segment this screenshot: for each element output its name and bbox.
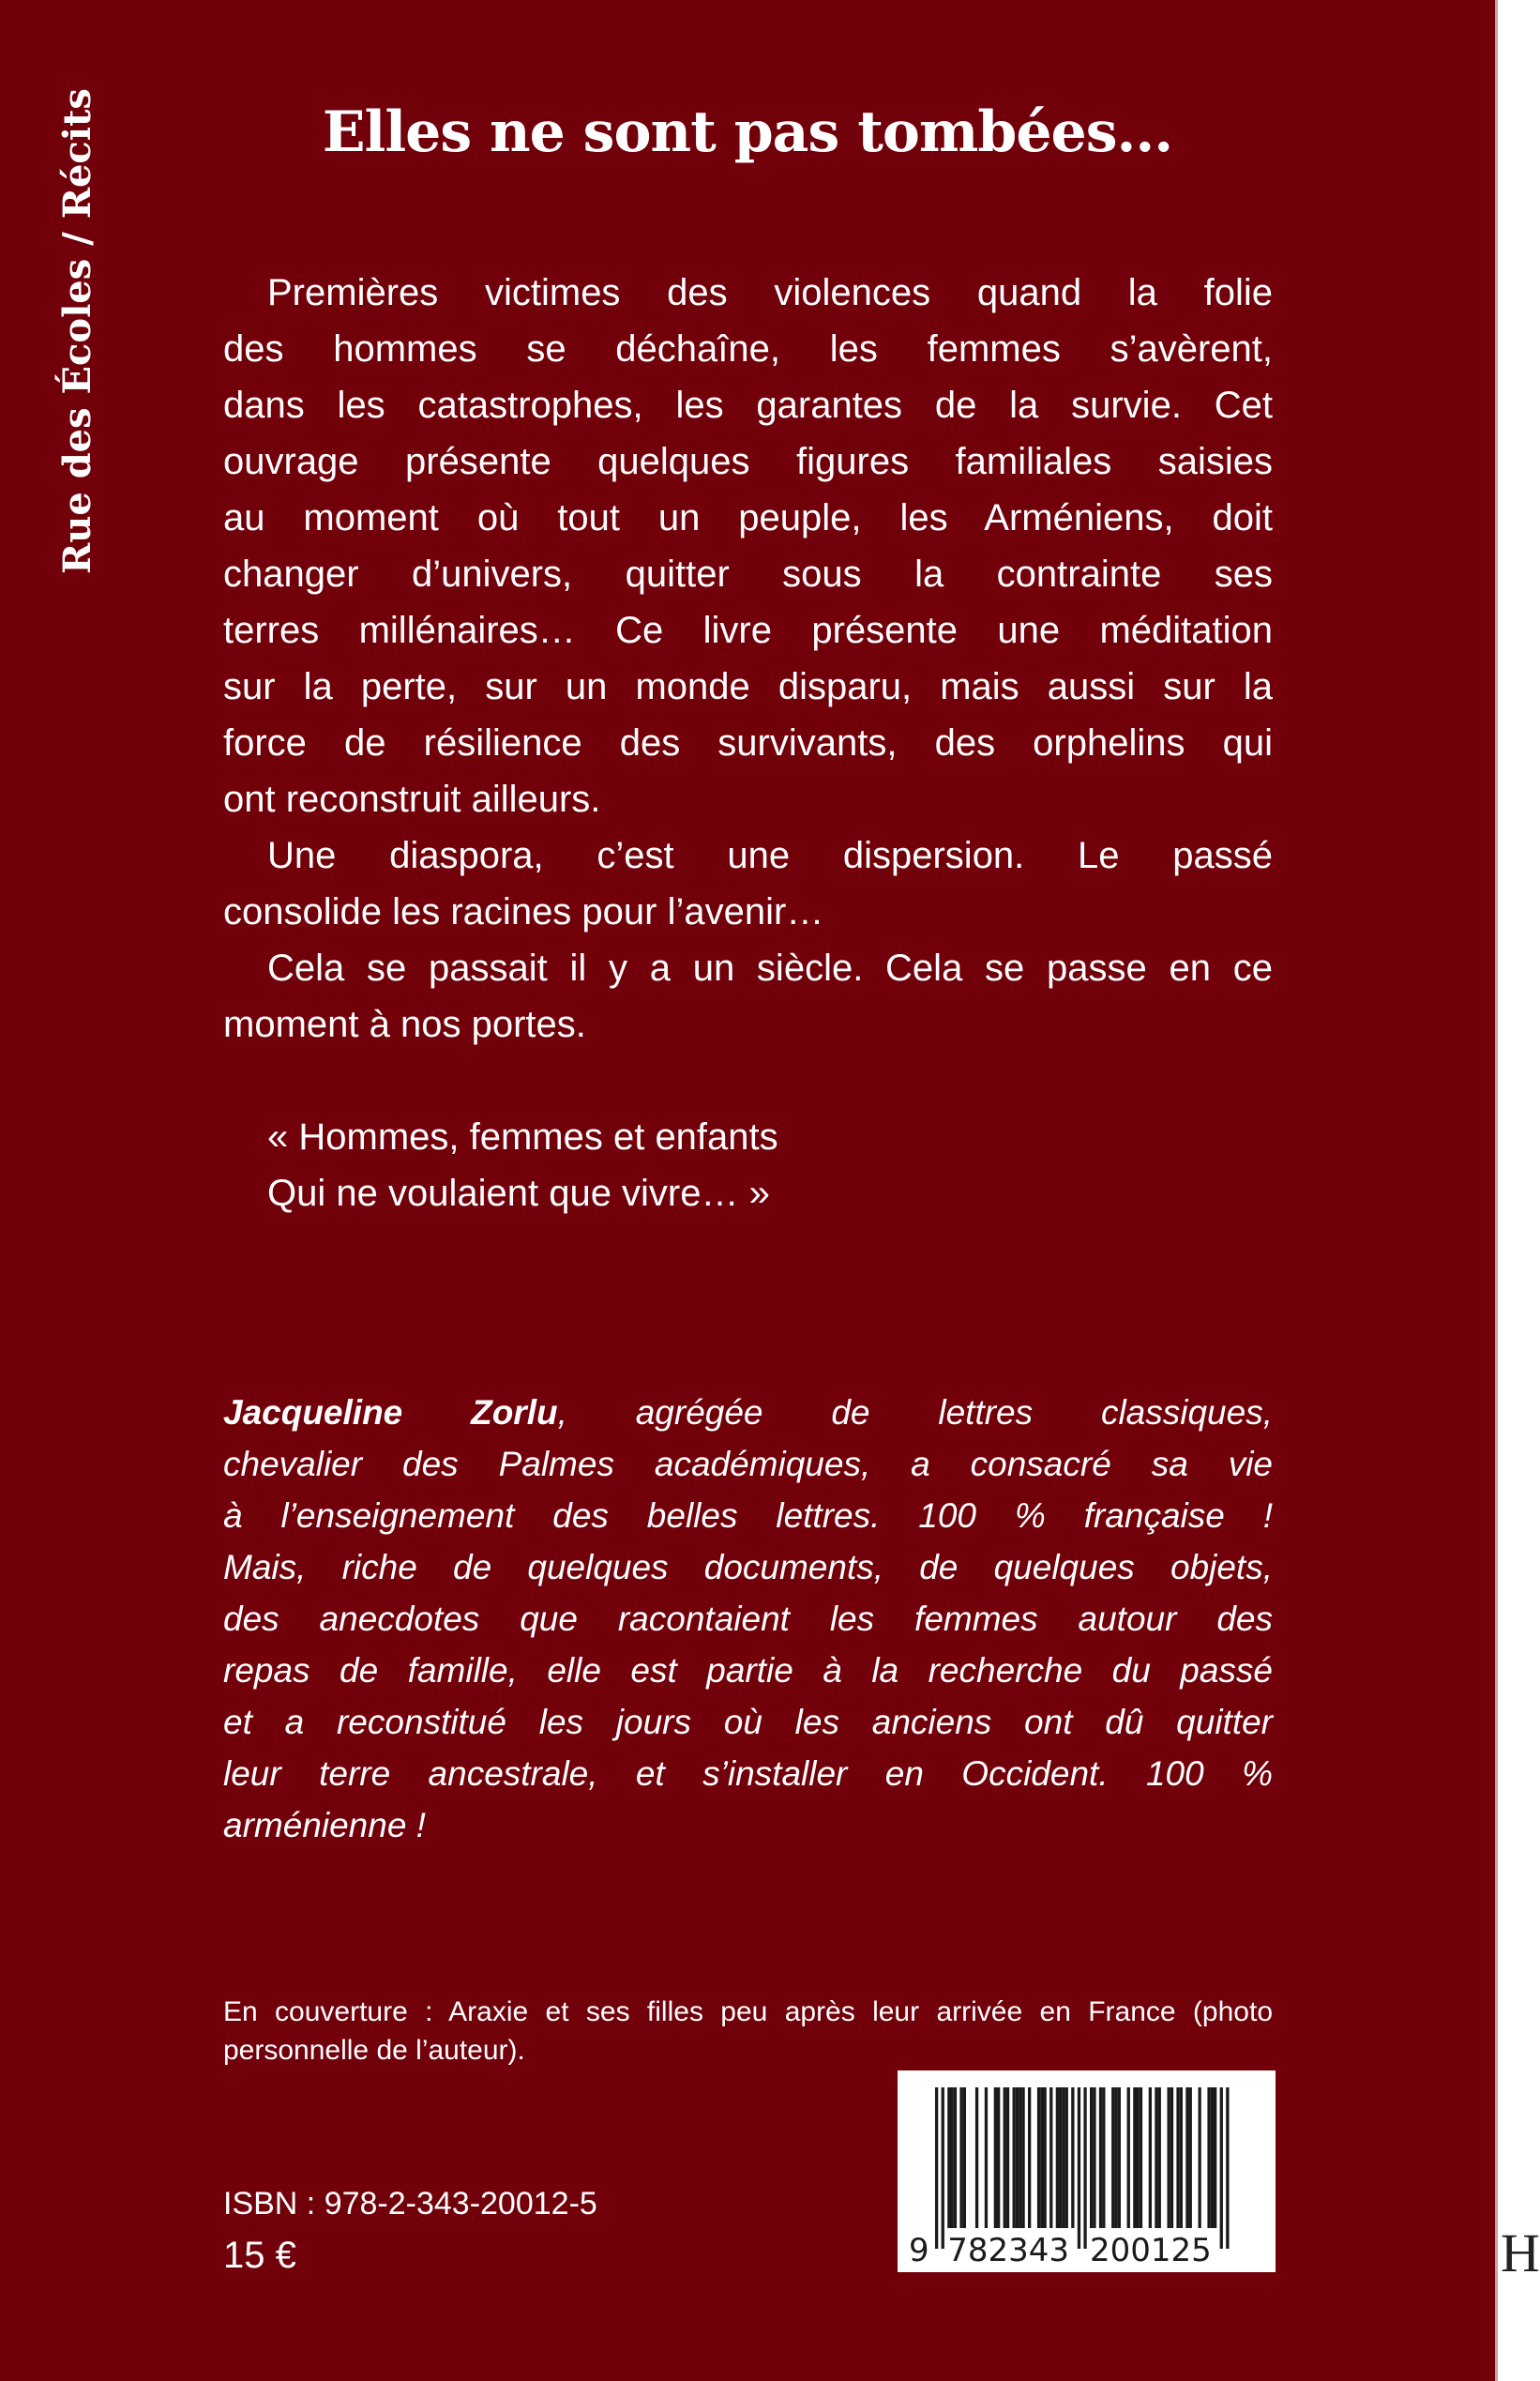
barcode-bar	[1004, 2087, 1006, 2228]
barcode-bar	[1016, 2087, 1019, 2228]
barcode-bar	[1214, 2087, 1216, 2228]
caption-line: personnelle de l’auteur).	[223, 2035, 525, 2066]
barcode-bar	[1056, 2087, 1059, 2228]
barcode-bar	[985, 2087, 988, 2228]
author-bio-line: et a reconstitué les jours où les anciens ont dû quitter	[223, 1703, 1273, 1741]
barcode-bar	[1078, 2087, 1080, 2249]
barcode-bar	[1102, 2087, 1105, 2228]
barcode-bar	[951, 2087, 954, 2228]
blurb-line: ouvrage présente quelques figures familiales saisies	[223, 441, 1273, 482]
barcode-bar	[975, 2087, 978, 2228]
barcode-bar	[1059, 2087, 1062, 2228]
barcode-bar	[1019, 2087, 1021, 2228]
quote	[223, 1109, 1273, 1221]
barcode-bar	[1137, 2087, 1140, 2228]
barcode-bar	[1170, 2087, 1173, 2228]
barcode-bar	[1211, 2087, 1214, 2228]
barcode-bar	[1127, 2087, 1130, 2228]
isbn: ISBN : 978-2-343-20012-5	[223, 2186, 597, 2222]
price: 15 €	[223, 2235, 296, 2276]
blurb-line: Cela se passait il y a un siècle. Cela se passe en ce	[267, 948, 1273, 989]
barcode-bar	[1185, 2087, 1188, 2228]
quote-line: Qui ne voulaient que vivre… »	[267, 1173, 770, 1214]
barcode-bar	[959, 2087, 962, 2228]
barcode-bar	[1040, 2087, 1043, 2228]
barcode-bar	[1155, 2087, 1157, 2228]
barcode-bar	[1133, 2087, 1136, 2228]
blurb-line: force de résilience des survivants, des orphelins qui	[223, 722, 1273, 764]
blurb-line: ont reconstruit ailleurs.	[223, 779, 601, 820]
quote-line: « Hommes, femmes et enfants	[267, 1116, 778, 1158]
barcode-bar	[1140, 2087, 1142, 2228]
barcode-bar	[1118, 2087, 1121, 2228]
barcode-bar	[1180, 2087, 1183, 2228]
author-bio-line: à l’enseignement des belles lettres. 100 % française !	[223, 1496, 1273, 1535]
blurb-line: dans les catastrophes, les garantes de la survie. Cet	[223, 385, 1273, 426]
blurb-line: sur la perte, sur un monde disparu, mais aussi sur la	[223, 666, 1273, 707]
barcode-digits: 200125	[1090, 2232, 1212, 2269]
edge-glyph: H	[1501, 2222, 1540, 2283]
barcode-bar	[1065, 2087, 1068, 2228]
barcode-bar	[1021, 2087, 1024, 2228]
barcode-bar	[947, 2087, 950, 2228]
barcode-bar	[1189, 2087, 1192, 2228]
barcode-bar	[1199, 2087, 1201, 2228]
barcode-digits: 782343	[947, 2232, 1069, 2269]
barcode-bar	[1149, 2087, 1152, 2228]
author-bio-line: repas de famille, elle est partie à la recherche du passé	[223, 1651, 1273, 1690]
barcode-bar	[1168, 2087, 1170, 2228]
blurb-line: Une diaspora, c’est une dispersion. Le passé	[267, 835, 1273, 876]
barcode-bar	[1037, 2087, 1040, 2228]
cover-edge	[1495, 0, 1498, 2381]
blurb-line: au moment où tout un peuple, les Arméniens, doit	[223, 497, 1273, 538]
collection-label: Rue des Écoles / Récits	[55, 88, 99, 574]
barcode-bar	[1207, 2087, 1210, 2228]
barcode-bar	[1049, 2087, 1052, 2228]
blurb-line: consolide les racines pour l’avenir…	[223, 891, 824, 933]
barcode-bar	[1114, 2087, 1117, 2228]
author-name: Jacqueline Zorlu	[223, 1393, 558, 1432]
blurb-line: moment à nos portes.	[223, 1004, 586, 1045]
barcode	[898, 2070, 1276, 2272]
caption-line: En couverture : Araxie et ses filles peu après leur arrivée en France (photo	[223, 1996, 1273, 2027]
author-bio-line: des anecdotes que racontaient les femmes autour des	[223, 1600, 1273, 1638]
barcode-bar	[1176, 2087, 1179, 2228]
author-bio-line: chevalier des Palmes académiques, a consacré sa vie	[223, 1445, 1273, 1483]
barcode-bar	[942, 2087, 944, 2249]
barcode-bar	[994, 2087, 997, 2228]
blurb	[223, 265, 1273, 1053]
barcode-bar	[1158, 2087, 1161, 2228]
barcode-bar	[963, 2087, 966, 2228]
barcode-bars	[898, 2070, 1276, 2272]
barcode-bar	[1093, 2087, 1095, 2228]
barcode-bar	[1111, 2087, 1114, 2228]
author-bio-line: arménienne !	[223, 1806, 426, 1844]
author-bio-line: Mais, riche de quelques documents, de quelques objets,	[223, 1548, 1273, 1586]
barcode-digits: 9	[909, 2232, 929, 2269]
barcode-bar	[1044, 2087, 1047, 2228]
author-bio-text: , agrégée de lettres classiques,	[557, 1393, 1273, 1432]
barcode-bar	[1220, 2087, 1223, 2249]
barcode-bar	[1006, 2087, 1009, 2228]
author-bio	[223, 1387, 1273, 1851]
book-title: Elles ne sont pas tombées...	[322, 99, 1173, 165]
barcode-bar	[997, 2087, 1000, 2228]
barcode-bar	[1083, 2087, 1086, 2249]
barcode-bar	[1099, 2087, 1102, 2228]
barcode-bar	[935, 2087, 938, 2249]
blurb-line: des hommes se déchaîne, les femmes s’avèrent,	[223, 328, 1273, 370]
barcode-bar	[1028, 2087, 1031, 2228]
barcode-bar	[1090, 2087, 1093, 2228]
cover-caption	[223, 1993, 1273, 2070]
barcode-bar	[1013, 2087, 1016, 2228]
blurb-line: Premières victimes des violences quand la folie	[267, 272, 1273, 313]
blurb-line: changer d’univers, quitter sous la contrainte ses	[223, 554, 1273, 595]
barcode-bar	[954, 2087, 957, 2228]
barcode-bar	[1226, 2087, 1229, 2249]
barcode-bar	[1071, 2087, 1074, 2228]
blurb-line: terres millénaires… Ce livre présente une méditation	[223, 610, 1273, 651]
author-bio-line: leur terre ancestrale, et s’installer en Occident. 100 %	[223, 1754, 1273, 1793]
barcode-bar	[1062, 2087, 1064, 2228]
